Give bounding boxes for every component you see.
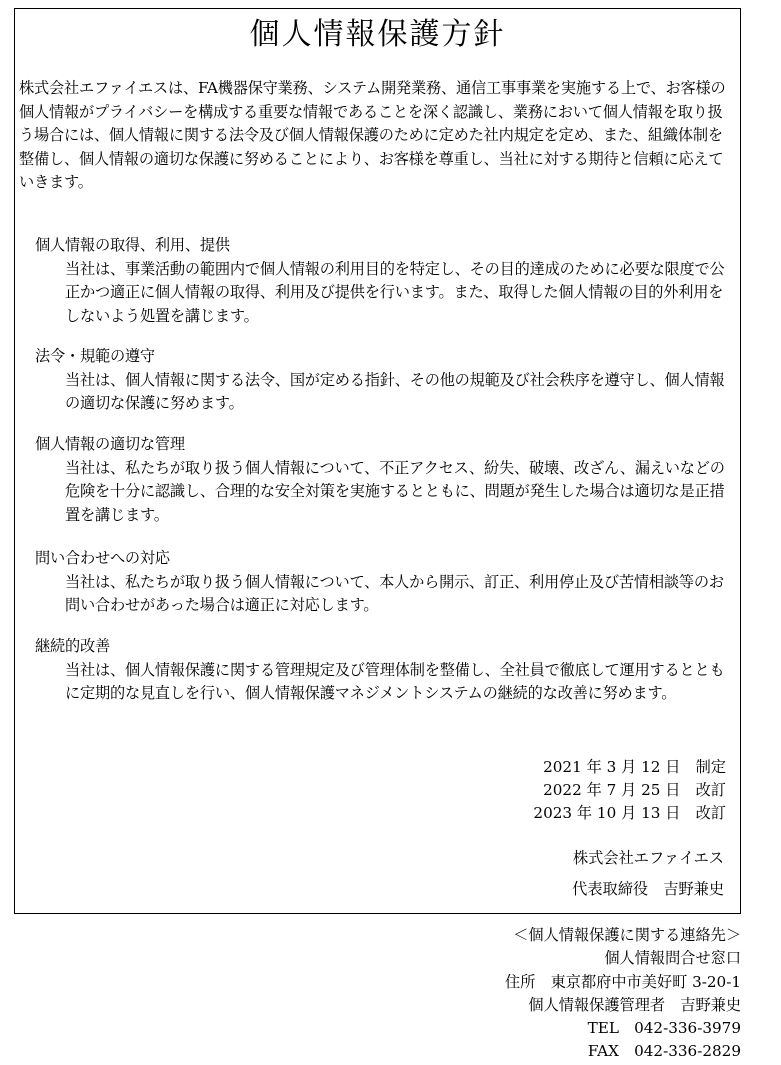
history-row: 2021 年 3 月 12 日 制定 bbox=[543, 758, 726, 776]
intro-text: 株式会社エファイエスは、FA機器保守業務、システム開発業務、通信工事事業を実施する上で、お客様の個人情報がプライバシーを構成する重要な情報であることを深く認識し、業務において個人情報を取り扱う場合には、個人情報に関する法令及び個人情報保護のために定めた社内規定を定め、また、組織体制を整備し、個人情報の適切な保護に努めることにより、お客様を尊重し、当社に対する期待と信頼に応えていきます。 bbox=[19, 79, 726, 191]
intro-paragraph bbox=[19, 77, 734, 195]
section-compliance bbox=[35, 345, 730, 416]
section-management bbox=[35, 433, 730, 527]
history-row: 2022 年 7 月 25 日 改訂 bbox=[543, 781, 726, 799]
contact-heading: ＜個人情報保護に関する連絡先＞ bbox=[513, 926, 741, 944]
contact-block bbox=[505, 924, 741, 1064]
history-row: 2023 年 10 月 13 日 改訂 bbox=[533, 804, 726, 822]
section-heading: 継続的改善 bbox=[35, 637, 110, 655]
section-inquiries bbox=[35, 547, 730, 618]
revision-history bbox=[533, 756, 726, 825]
page-title: 個人情報保護方針 bbox=[249, 17, 506, 52]
company-name: 株式会社エファイエス bbox=[573, 849, 724, 867]
contact-address: 住所 東京都府中市美好町 3-20-1 bbox=[505, 972, 741, 991]
section-body: 当社は、私たちが取り扱う個人情報について、本人から開示、訂正、利用停止及び苦情相談等のお問い合わせがあった場合は適正に対応します。 bbox=[65, 572, 724, 614]
section-acquisition bbox=[35, 234, 730, 328]
representative-name: 代表取締役 吉野兼史 bbox=[572, 880, 724, 898]
contact-window: 個人情報問合せ窓口 bbox=[604, 949, 741, 968]
section-body: 当社は、個人情報保護に関する管理規定及び管理体制を整備し、全社員で徹底して運用するとともに定期的な見直しを行い、個人情報保護マネジメントシステムの継続的な改善に努めます。 bbox=[65, 660, 725, 702]
contact-manager: 個人情報保護管理者 吉野兼史 bbox=[528, 995, 741, 1014]
contact-tel: TEL 042-336-3979 bbox=[587, 1019, 741, 1038]
section-body: 当社は、私たちが取り扱う個人情報について、不正アクセス、紛失、破壊、改ざん、漏えいなどの危険を十分に認識し、合理的な安全対策を実施するとともに、問題が発生した場合は適切な是正措置を講じます。 bbox=[65, 458, 725, 524]
policy-frame bbox=[14, 8, 741, 914]
section-body: 当社は、事業活動の範囲内で個人情報の利用目的を特定し、その目的達成のために必要な限度で公正かつ適正に個人情報の取得、利用及び提供を行います。また、取得した個人情報の目的外利用をしないよう処置を講じます。 bbox=[65, 259, 725, 325]
contact-fax: FAX 042-336-2829 bbox=[587, 1042, 741, 1061]
section-body: 当社は、個人情報に関する法令、国が定める指針、その他の規範及び社会秩序を遵守し、個人情報の適切な保護に努めます。 bbox=[65, 370, 725, 412]
section-heading: 問い合わせへの対応 bbox=[35, 549, 170, 567]
section-heading: 個人情報の適切な管理 bbox=[35, 435, 185, 453]
section-improvement bbox=[35, 635, 730, 706]
signature-block bbox=[572, 843, 724, 905]
section-heading: 法令・規範の遵守 bbox=[35, 347, 155, 365]
section-heading: 個人情報の取得、利用、提供 bbox=[35, 236, 230, 254]
